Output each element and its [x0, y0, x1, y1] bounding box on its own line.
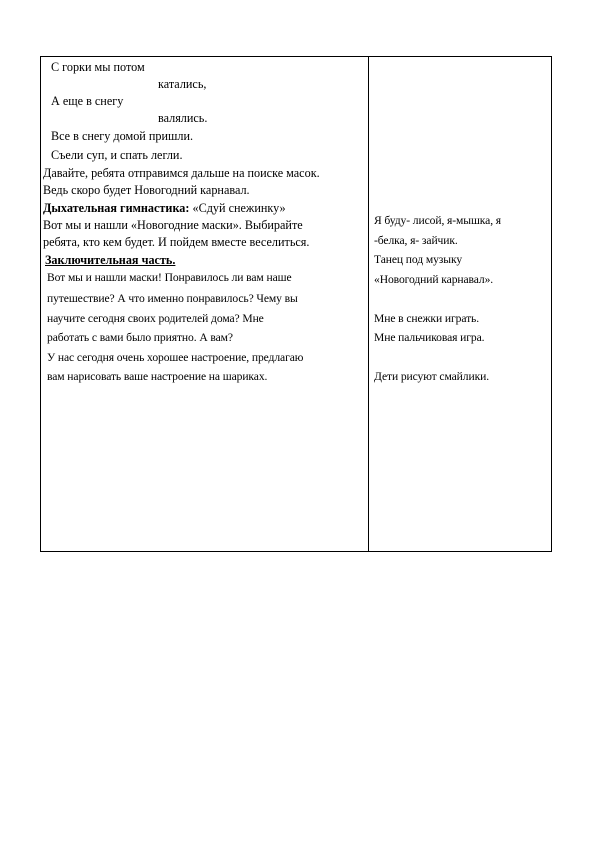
poem-line: С горки мы потом: [51, 60, 145, 74]
final-line: У нас сегодня очень хорошее настроение, предлагаю: [47, 351, 304, 364]
intro-line: Ведь скоро будет Новогодний карнавал.: [43, 183, 250, 197]
activity-line: «Новогодний карнавал».: [374, 273, 494, 286]
intro-line: Давайте, ребята отправимся дальше на поиске масок.: [43, 166, 320, 180]
masks-line: Вот мы и нашли «Новогодние маски». Выбирайте: [43, 218, 303, 232]
column-divider: [368, 57, 369, 551]
activity-line: Мне в снежки играть.: [374, 312, 480, 325]
final-line: работать с вами было приятно. А вам?: [47, 331, 233, 344]
final-line: научите сегодня своих родителей дома? Мне: [47, 312, 264, 325]
final-heading: Заключительная часть.: [45, 253, 176, 267]
activity-line: Дети рисуют смайлики.: [374, 370, 490, 383]
lesson-table: [40, 56, 552, 552]
final-line: Вот мы и нашли маски! Понравилось ли вам наше: [47, 271, 292, 284]
activity-line: -белка, я- зайчик.: [374, 234, 458, 247]
poem-line: Все в снегу домой пришли.: [51, 129, 194, 143]
final-line: вам нарисовать ваше настроение на шариках.: [47, 370, 268, 383]
activity-line: Мне пальчиковая игра.: [374, 331, 485, 344]
final-line: путешествие? А что именно понравилось? Чему вы: [47, 292, 298, 305]
breathing-label: Дыхательная гимнастика:: [43, 201, 190, 215]
masks-line: ребята, кто кем будет. И пойдем вместе веселиться.: [43, 235, 310, 249]
activity-line: Танец под музыку: [374, 253, 463, 266]
poem-line: А еще в снегу: [51, 94, 124, 108]
poem-line: катались,: [158, 77, 207, 91]
activity-line: Я буду- лисой, я-мышка, я: [374, 214, 502, 227]
breathing-name: «Сдуй снежинку»: [189, 201, 286, 215]
breathing-exercise: [43, 201, 286, 215]
poem-line: валялись.: [158, 111, 208, 125]
poem-line: Съели суп, и спать легли.: [51, 148, 183, 162]
